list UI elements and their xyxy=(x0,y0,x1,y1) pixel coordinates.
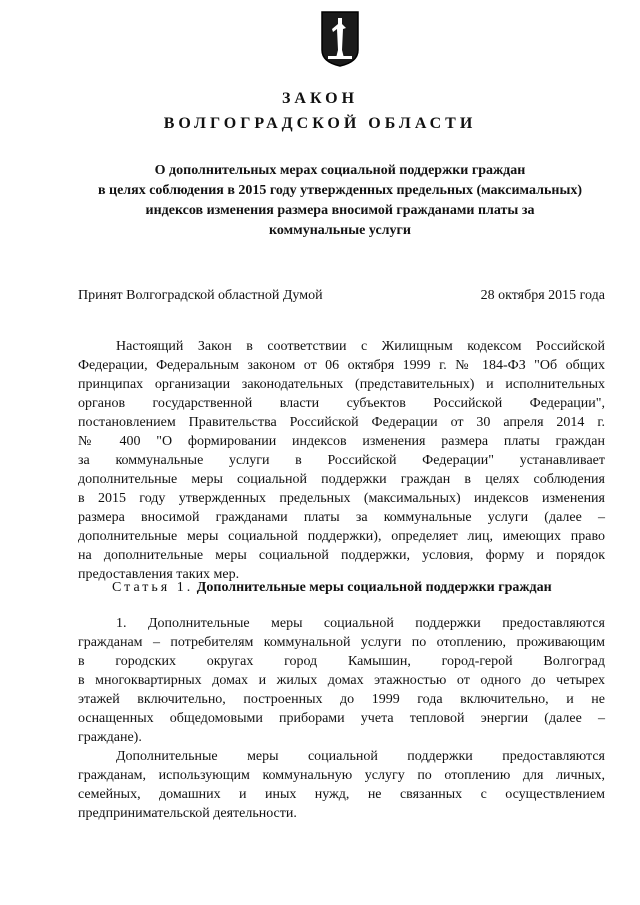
article-line: гражданам, использующим коммунальную услугу по отоплению для личных, xyxy=(78,768,605,783)
preamble-line: дополнительные меры социальной поддержки граждан в целях соблюдения xyxy=(78,472,605,487)
preamble-line: дополнительные меры социальной поддержки), определяет лиц, имеющих право xyxy=(78,529,605,544)
article-label: Статья 1. xyxy=(112,580,194,595)
article-line: Дополнительные меры социальной поддержки предоставляются xyxy=(116,749,605,764)
preamble-line: Настоящий Закон в соответствии с Жилищным кодексом Российской xyxy=(116,339,605,354)
adopted-by: Принят Волгоградской областной Думой xyxy=(78,288,323,303)
article-line: 1. Дополнительные меры социальной поддержки предоставляются xyxy=(116,616,605,631)
subtitle-line: индексов изменения размера вносимой гражданами платы за xyxy=(145,203,535,218)
article-line: семейных, домашних и иных нужд, не связанных с осуществлением xyxy=(78,787,605,802)
preamble-line: принципах организации законодательных (представительных) и исполнительных xyxy=(78,377,605,392)
article-line: в многоквартирных домах и жилых домах этажностью от одного до четырех xyxy=(78,673,605,688)
preamble-line: в 2015 году утвержденных предельных (максимальных) индексов изменения xyxy=(78,491,605,506)
article-1-paragraph-2 xyxy=(78,747,605,823)
preamble-line: № 400 "О формировании индексов изменения размера платы граждан xyxy=(78,434,605,449)
article-line: граждане). xyxy=(78,730,142,745)
adoption-date: 28 октября 2015 года xyxy=(480,288,605,303)
law-title: ЗАКОН xyxy=(281,90,359,107)
article-1-heading xyxy=(112,580,552,596)
article-line: предпринимательской деятельности. xyxy=(78,806,297,821)
preamble-line: постановлением Правительства Российской Федерации от 30 апреля 2014 г. xyxy=(78,415,605,430)
region-title: ВОЛГОГРАДСКОЙ ОБЛАСТИ xyxy=(163,115,477,132)
article-line: оснащенных общедомовыми приборами учета тепловой энергии (далее – xyxy=(78,711,605,726)
law-subject-heading xyxy=(60,161,620,241)
preamble-line: за коммунальные услуги в Российской Федерации" устанавливает xyxy=(78,453,605,468)
preamble-line: размера вносимой гражданами платы за коммунальные услуги (далее – xyxy=(78,510,605,525)
coat-of-arms-icon xyxy=(320,10,360,68)
preamble-line: на дополнительные меры социальной поддержки, условия, форму и порядок xyxy=(78,548,605,563)
article-line: этажей включительно, построенных до 1999 года включительно, и не xyxy=(78,692,605,707)
preamble-paragraph xyxy=(78,337,605,584)
preamble-line: предоставления таких мер. xyxy=(78,567,240,582)
article-title: Дополнительные меры социальной поддержки граждан xyxy=(196,580,552,595)
subtitle-line: О дополнительных мерах социальной поддержки граждан xyxy=(154,163,526,178)
preamble-line: Федерации, Федеральным законом от 06 октября 1999 г. № 184-ФЗ "Об общих xyxy=(78,358,605,373)
preamble-line: органов государственной власти субъектов Российской Федерации", xyxy=(78,396,605,411)
adoption-row xyxy=(78,288,605,304)
article-1-paragraph-1 xyxy=(78,614,605,747)
subtitle-line: коммунальные услуги xyxy=(269,223,411,238)
subtitle-line: в целях соблюдения в 2015 году утвержденных предельных (максимальных) xyxy=(97,183,583,198)
article-line: гражданам – потребителям коммунальной услуги по отоплению, проживающим xyxy=(78,635,605,650)
article-line: в городских округах город Камышин, город-герой Волгоград xyxy=(78,654,605,669)
